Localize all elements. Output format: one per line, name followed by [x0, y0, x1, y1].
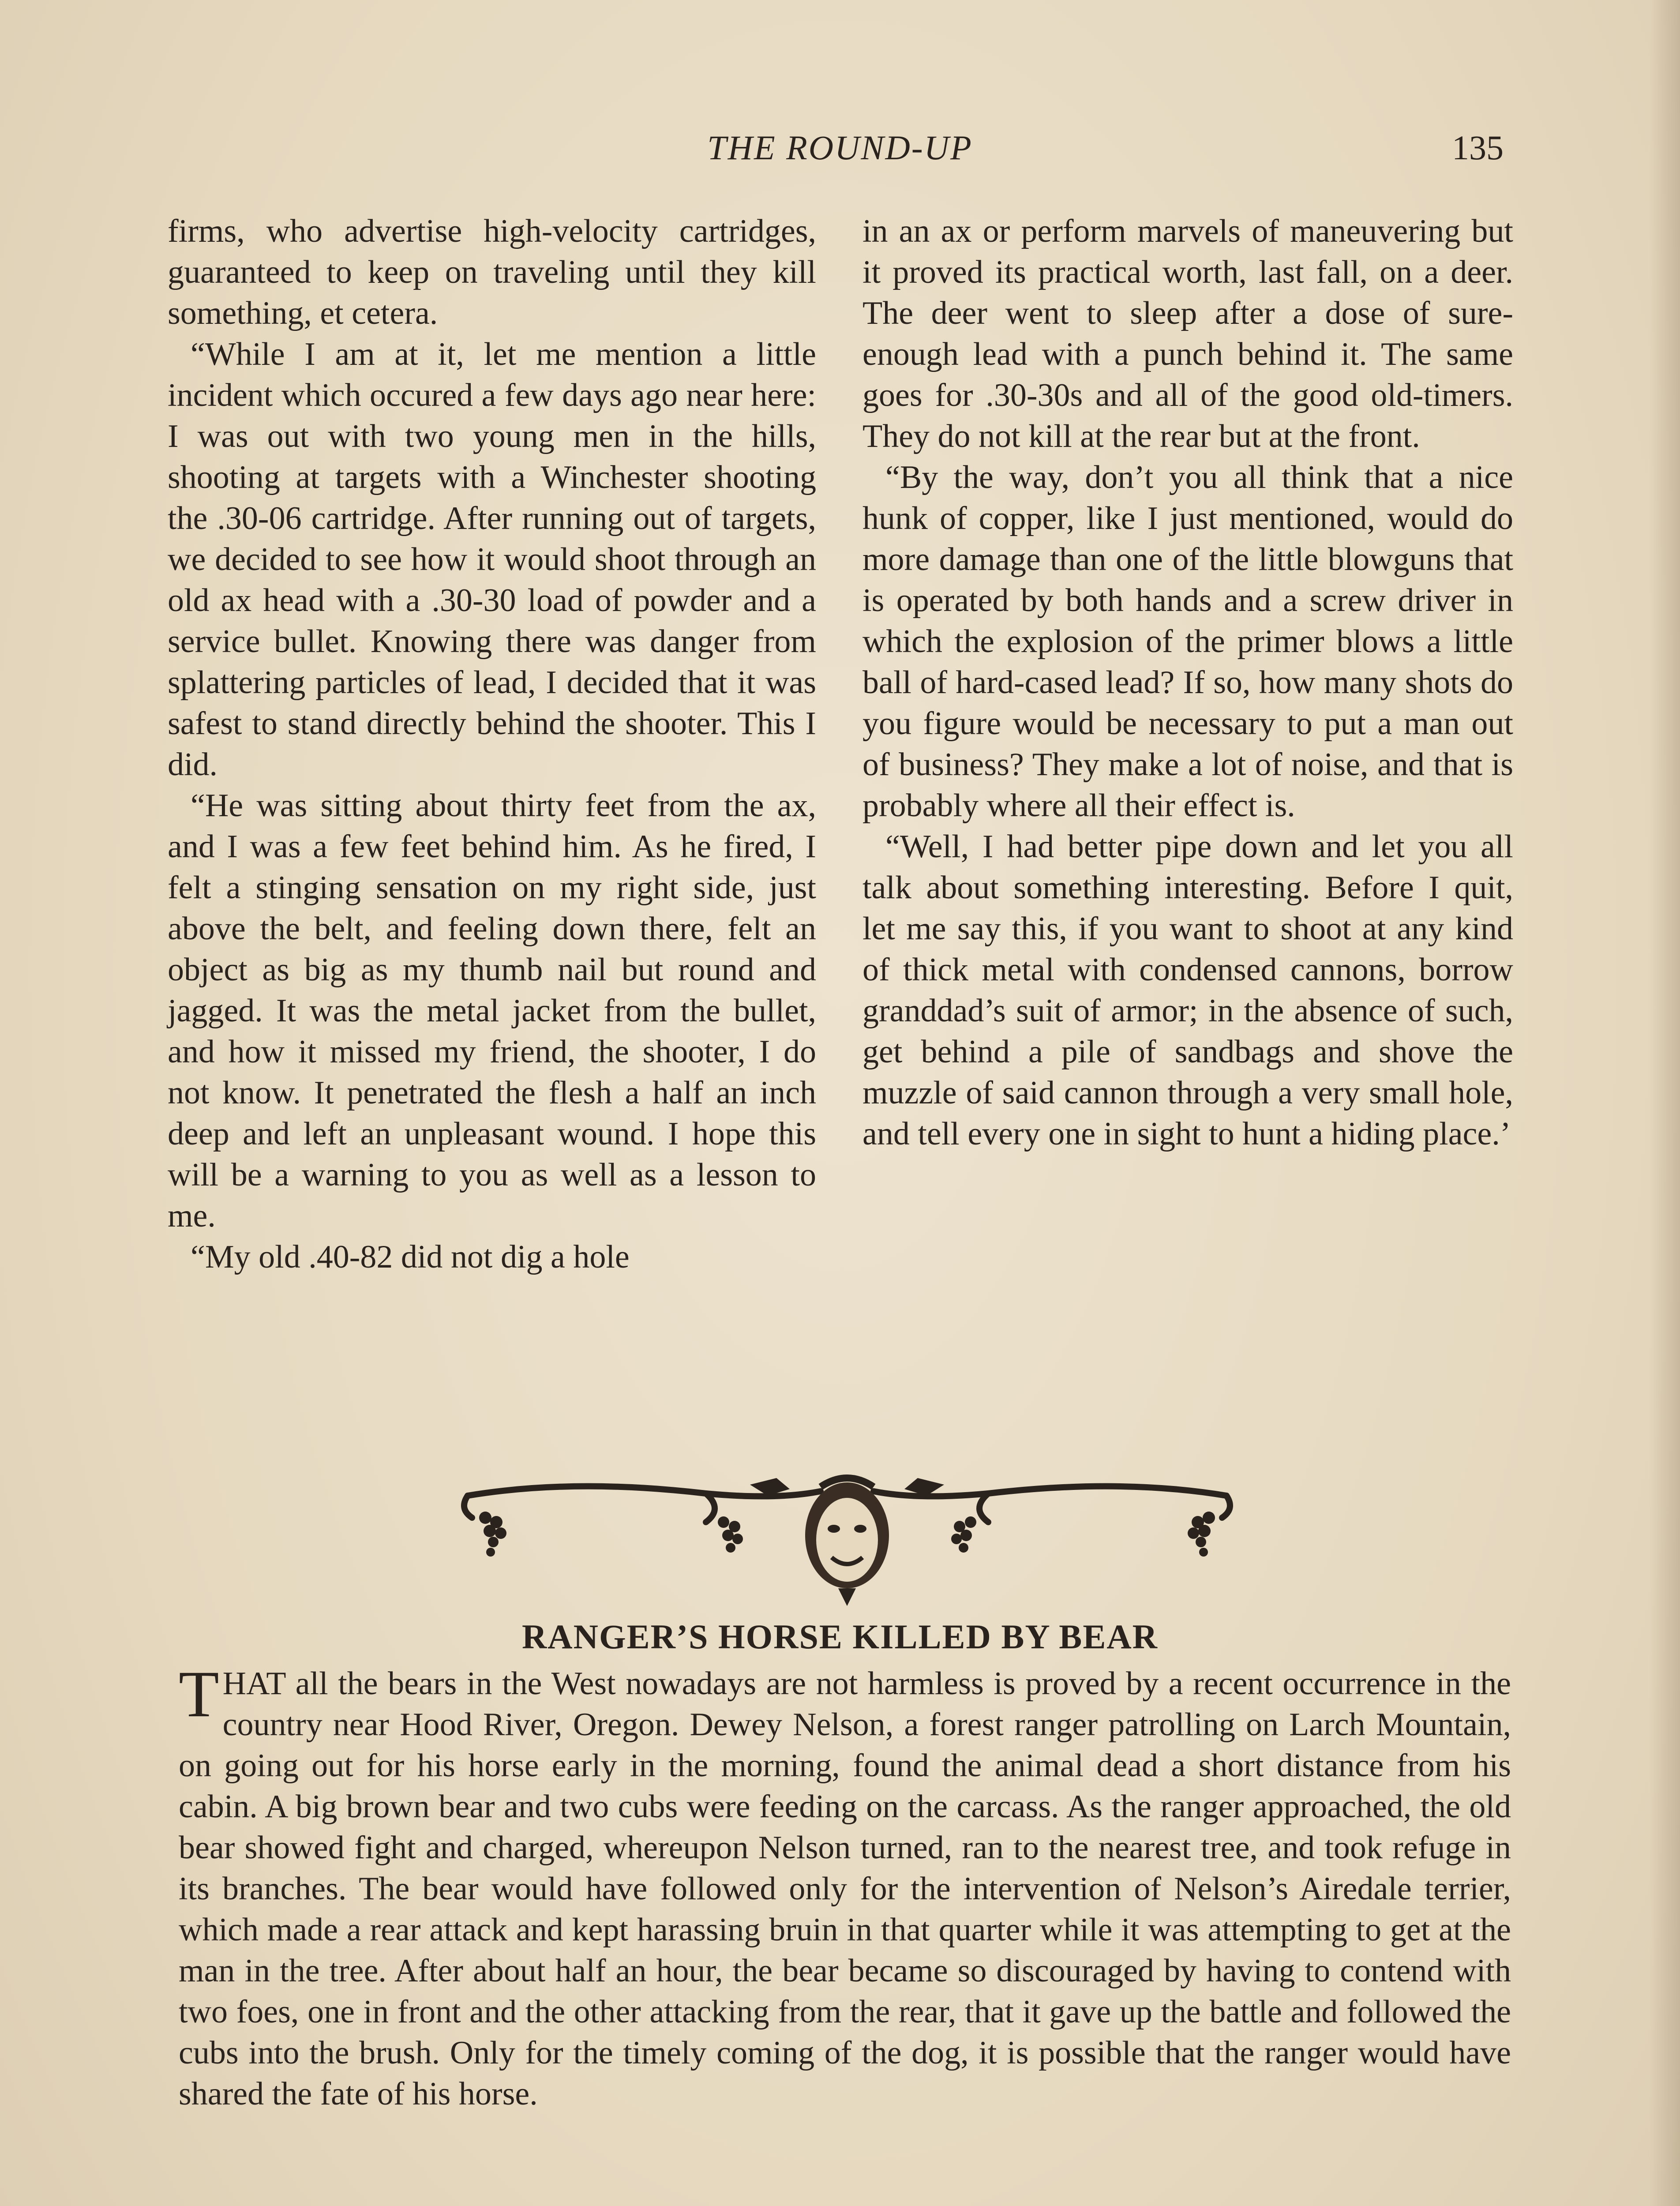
vine-and-mask-ornament-icon: [441, 1469, 1253, 1615]
left-paragraph: firms, who advertise high-velocity cartridges, guaranteed to keep on traveling until they kill something, et cetera.: [168, 213, 816, 331]
right-paragraph: “By the way, don’t you all think that a nice hunk of copper, like I just mentioned, would do more damage than one of the little blowguns that is operated by both hands and a screw driver in which the explosion of the primer blows a little ball of hard-cased lead? If so, how many shots do you figure would be necessary to put a man out of business? They make a lot of noise, and that is probably where all their effect is.: [862, 459, 1513, 824]
left-paragraph: “My old .40-82 did not dig a hole: [191, 1239, 630, 1275]
article-text: HAT all the bears in the West nowadays are not harmless is proved by a recent occurrence in the country near Hood River, Oregon. Dewey Nelson, a forest ranger patrolling on Larch Mountain, on going out for his horse early in the morning, found the animal dead a short distance from his cabin. A big brown bear and two cubs were feeding on the carcass. As the ranger approached, the old bear showed fight and charged, whereupon Nelson turned, ran to the nearest tree, and took refuge in its branches. The bear would have followed only for the intervention of Nelson’s Airedale terrier, which made a rear attack and kept harassing bruin in that quarter while it was attempting to get at the man in the tree. After about half an hour, the bear became so discouraged by having to contend with two foes, one in front and the other attacking from the rear, that it gave up the battle and followed the cubs into the brush. Only for the timely coming of the dog, it is possible that the ranger would have shared the fate of his horse.: [179, 1666, 1511, 2112]
left-paragraph: “While I am at it, let me mention a little incident which occured a few days ago near here: I was out with two young men in the hills, shooting at targets with a Winchester shooting the .30-06 cartridge. After running out of targets, we decided to see how it would shoot through an old ax head with a .30-30 load of powder and a service bullet. Knowing there was danger from splattering particles of lead, I decided that it was safest to stand directly behind the shooter. This I did.: [168, 336, 816, 783]
right-paragraph: “Well, I had better pipe down and let you all talk about something interesting. Before I quit, let me say this, if you want to shoot at any kind of thick metal with condensed cannons, borrow granddad’s suit of armor; in the absence of such, get behind a pile of sandbags and shove the muzzle of said cannon through a very small hole, and tell every one in sight to hunt a hiding place.’: [862, 829, 1513, 1152]
mask-icon: [805, 1478, 889, 1606]
article-title: RANGER’S HORSE KILLED BY BEAR: [521, 1617, 1159, 1656]
left-column: [168, 211, 816, 1278]
page-number: 135: [1452, 128, 1504, 167]
right-paragraph: in an ax or perform marvels of maneuvering but it proved its practical worth, last fall, on a deer. The deer went to sleep after a dose of sure-enough lead with a punch behind it. The same goes for .30-30s and all of the good old-timers. They do not kill at the rear but at the front.: [862, 213, 1513, 454]
article-body: [179, 1658, 1511, 2115]
running-header: THE ROUND-UP: [707, 128, 973, 167]
right-column: [862, 211, 1513, 1155]
page-edge-shadow: [1649, 0, 1680, 2206]
drop-cap: T: [179, 1658, 219, 1731]
left-paragraph: “He was sitting about thirty feet from the ax, and I was a few feet behind him. As he fired, I felt a stinging sensation on my right side, just above the belt, and feeling down there, felt an object as big as my thumb nail but round and jagged. It was the metal jacket from the bullet, and how it missed my friend, the shooter, I do not know. It penetrated the flesh a half an inch deep and left an unpleasant wound. I hope this will be a warning to you as well as a lesson to me.: [168, 788, 816, 1234]
